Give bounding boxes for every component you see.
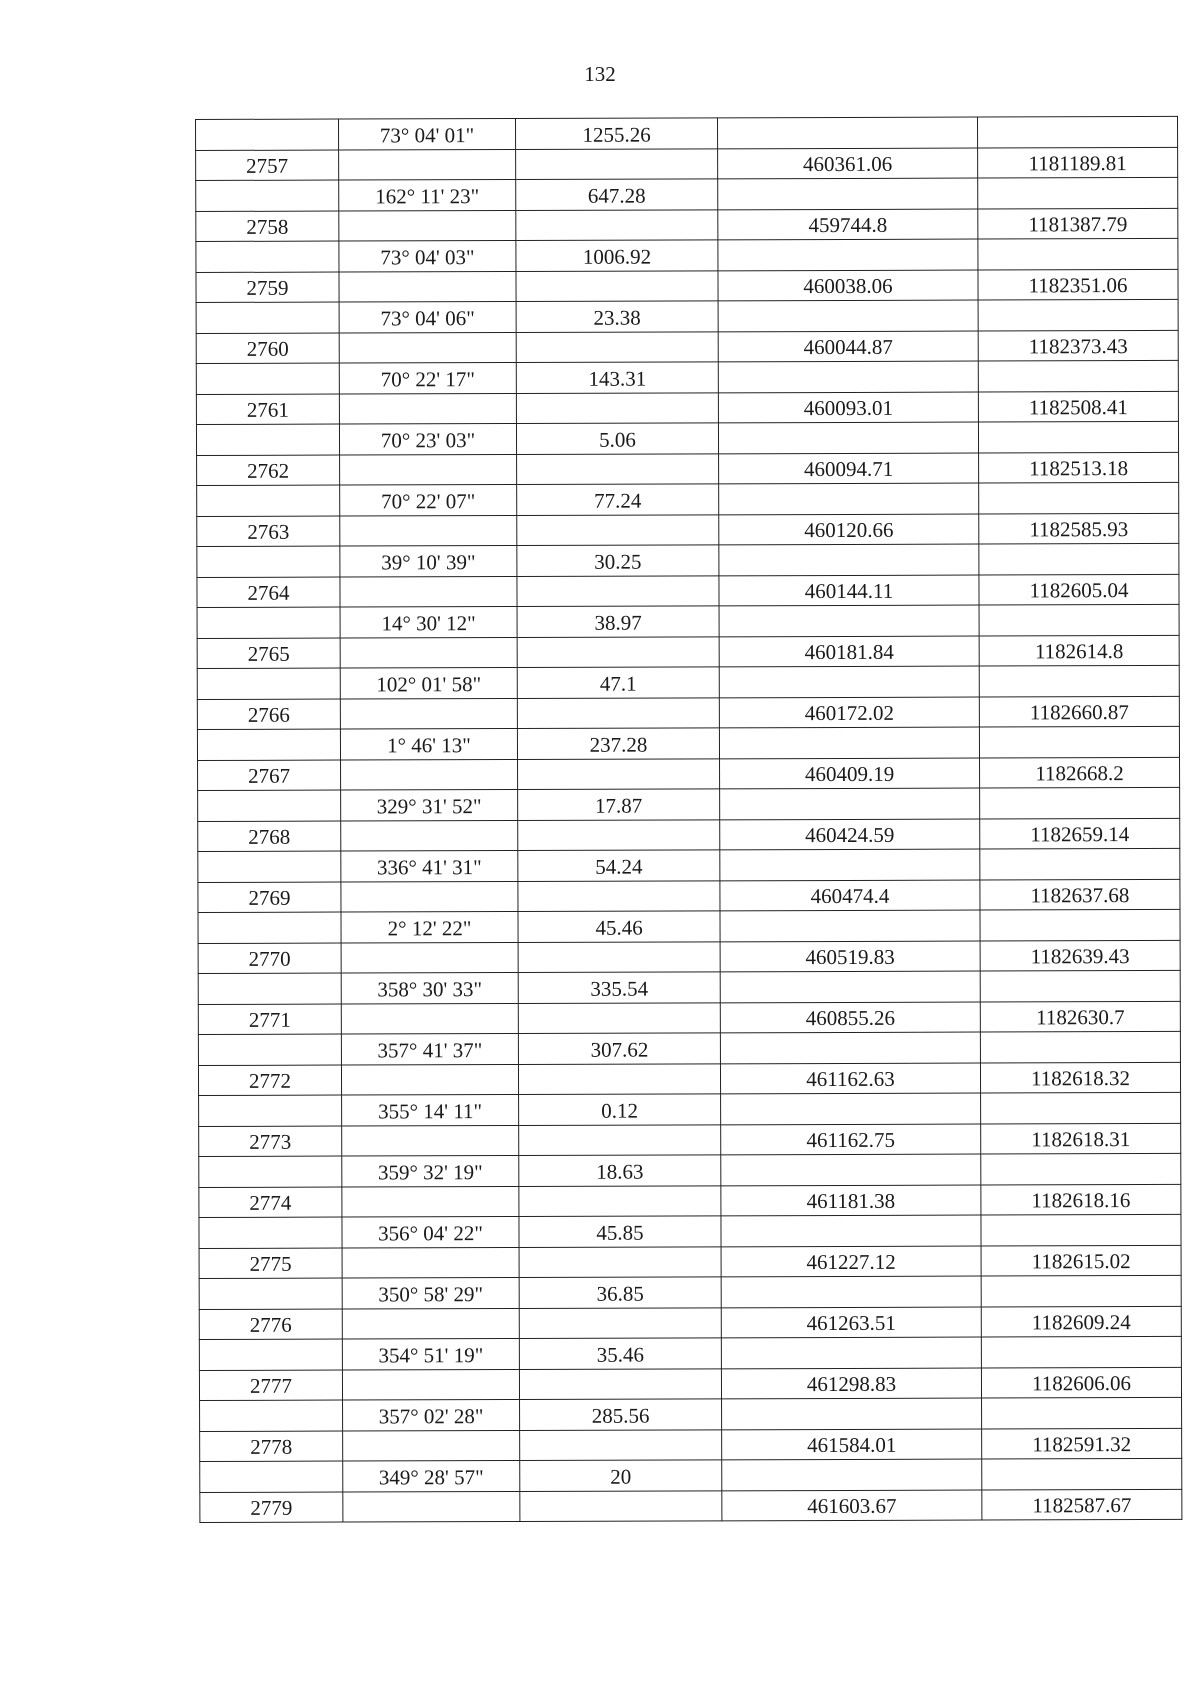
northing-cell: 461584.01 xyxy=(722,1429,982,1460)
distance-cell: 143.31 xyxy=(516,362,718,393)
station-row xyxy=(198,940,1180,974)
bearing-cell: 359° 32' 19" xyxy=(342,1155,519,1186)
station-row xyxy=(197,513,1179,547)
easting-cell: 1182615.02 xyxy=(981,1245,1181,1276)
empty-cell xyxy=(981,1092,1181,1123)
easting-cell: 1182614.8 xyxy=(979,635,1179,666)
easting-cell: 1182618.31 xyxy=(981,1123,1181,1154)
station-cell: 2764 xyxy=(197,577,340,608)
empty-cell xyxy=(721,1276,981,1307)
station-row xyxy=(196,330,1178,364)
northing-cell: 460120.66 xyxy=(719,514,979,545)
empty-cell xyxy=(342,1308,519,1339)
station-cell: 2761 xyxy=(196,394,339,425)
empty-cell xyxy=(981,1275,1181,1306)
station-cell: 2769 xyxy=(198,882,341,913)
empty-cell xyxy=(721,1154,981,1185)
empty-cell xyxy=(198,1034,341,1065)
station-row xyxy=(198,757,1180,791)
bearing-cell: 73° 04' 01" xyxy=(339,118,516,149)
northing-cell: 460424.59 xyxy=(720,819,980,850)
empty-cell xyxy=(977,116,1177,147)
empty-cell xyxy=(518,819,720,850)
empty-cell xyxy=(720,971,980,1002)
distance-cell: 647.28 xyxy=(516,179,718,210)
bearing-cell: 70° 23' 03" xyxy=(339,423,516,454)
easting-cell: 1182659.14 xyxy=(980,818,1180,849)
empty-cell xyxy=(717,117,977,148)
station-row xyxy=(199,1184,1181,1218)
distance-cell: 1006.92 xyxy=(516,240,718,271)
station-row xyxy=(198,818,1180,852)
northing-cell: 460172.02 xyxy=(719,697,979,728)
leg-row xyxy=(198,970,1180,1004)
leg-row xyxy=(196,421,1178,455)
station-row xyxy=(199,1123,1181,1157)
distance-cell: 0.12 xyxy=(519,1094,721,1125)
empty-cell xyxy=(340,576,517,607)
empty-cell xyxy=(718,300,978,331)
empty-cell xyxy=(979,726,1179,757)
empty-cell xyxy=(517,636,719,667)
station-row xyxy=(196,208,1178,242)
station-row xyxy=(200,1489,1182,1523)
bearing-cell: 357° 02' 28" xyxy=(343,1399,520,1430)
empty-cell xyxy=(342,1369,519,1400)
empty-cell xyxy=(978,360,1178,391)
empty-cell xyxy=(979,482,1179,513)
empty-cell xyxy=(340,637,517,668)
empty-cell xyxy=(519,1185,721,1216)
easting-cell: 1181387.79 xyxy=(978,208,1178,239)
empty-cell xyxy=(339,149,516,180)
bearing-cell: 358° 30' 33" xyxy=(341,972,518,1003)
leg-row xyxy=(199,1153,1181,1187)
station-cell: 2758 xyxy=(196,211,339,242)
empty-cell xyxy=(721,1093,981,1124)
bearing-cell: 356° 04' 22" xyxy=(342,1216,519,1247)
northing-cell: 461263.51 xyxy=(721,1307,981,1338)
station-row xyxy=(197,635,1179,669)
empty-cell xyxy=(518,758,720,789)
empty-cell xyxy=(339,210,516,241)
empty-cell xyxy=(342,1186,519,1217)
empty-cell xyxy=(199,1217,342,1248)
easting-cell: 1182373.43 xyxy=(978,330,1178,361)
empty-cell xyxy=(981,1214,1181,1245)
station-cell: 2757 xyxy=(196,150,339,181)
station-cell: 2777 xyxy=(199,1370,342,1401)
distance-cell: 23.38 xyxy=(516,301,718,332)
easting-cell: 1182351.06 xyxy=(978,269,1178,300)
empty-cell xyxy=(978,177,1178,208)
station-row xyxy=(197,696,1179,730)
empty-cell xyxy=(516,209,718,240)
leg-row xyxy=(196,116,1178,150)
empty-cell xyxy=(341,820,518,851)
empty-cell xyxy=(517,514,719,545)
station-cell: 2759 xyxy=(196,272,339,303)
empty-cell xyxy=(720,788,980,819)
leg-row xyxy=(198,1031,1180,1065)
bearing-cell: 354° 51' 19" xyxy=(342,1338,519,1369)
northing-cell: 460361.06 xyxy=(718,148,978,179)
station-cell: 2765 xyxy=(197,638,340,669)
bearing-cell: 349° 28' 57" xyxy=(343,1460,520,1491)
station-row xyxy=(199,1245,1181,1279)
leg-row xyxy=(199,1092,1181,1126)
bearing-cell: 1° 46' 13" xyxy=(340,728,517,759)
bearing-cell: 102° 01' 58" xyxy=(340,667,517,698)
leg-row xyxy=(198,909,1180,943)
station-cell: 2768 xyxy=(198,821,341,852)
station-row xyxy=(196,147,1178,181)
empty-cell xyxy=(978,421,1178,452)
leg-row xyxy=(199,1214,1181,1248)
station-row xyxy=(200,1428,1182,1462)
station-cell: 2772 xyxy=(198,1065,341,1096)
empty-cell xyxy=(980,909,1180,940)
easting-cell: 1182660.87 xyxy=(979,696,1179,727)
station-cell: 2766 xyxy=(197,699,340,730)
easting-cell: 1182513.18 xyxy=(979,452,1179,483)
empty-cell xyxy=(721,1337,981,1368)
empty-cell xyxy=(719,666,979,697)
table-body xyxy=(196,116,1182,1522)
empty-cell xyxy=(199,1095,342,1126)
empty-cell xyxy=(980,970,1180,1001)
empty-cell xyxy=(719,544,979,575)
station-row xyxy=(196,269,1178,303)
easting-cell: 1182591.32 xyxy=(982,1428,1182,1459)
empty-cell xyxy=(719,605,979,636)
distance-cell: 335.54 xyxy=(518,972,720,1003)
empty-cell xyxy=(339,332,516,363)
leg-row xyxy=(196,360,1178,394)
distance-cell: 1255.26 xyxy=(516,118,718,149)
empty-cell xyxy=(341,1064,518,1095)
bearing-cell: 73° 04' 03" xyxy=(339,240,516,271)
bearing-cell: 336° 41' 31" xyxy=(341,850,518,881)
empty-cell xyxy=(198,973,341,1004)
empty-cell xyxy=(341,759,518,790)
empty-cell xyxy=(342,1125,519,1156)
empty-cell xyxy=(516,331,718,362)
bearing-cell: 357° 41' 37" xyxy=(341,1033,518,1064)
distance-cell: 77.24 xyxy=(517,484,719,515)
station-cell: 2762 xyxy=(197,455,340,486)
distance-cell: 45.46 xyxy=(518,911,720,942)
empty-cell xyxy=(339,393,516,424)
easting-cell: 1182605.04 xyxy=(979,574,1179,605)
empty-cell xyxy=(517,697,719,728)
bearing-cell: 70° 22' 07" xyxy=(340,484,517,515)
empty-cell xyxy=(341,942,518,973)
station-row xyxy=(197,452,1179,486)
bearing-cell: 39° 10' 39" xyxy=(340,545,517,576)
leg-row xyxy=(197,482,1179,516)
distance-cell: 285.56 xyxy=(520,1399,722,1430)
station-cell: 2767 xyxy=(198,760,341,791)
empty-cell xyxy=(722,1459,982,1490)
northing-cell: 460855.26 xyxy=(720,1002,980,1033)
empty-cell xyxy=(718,422,978,453)
empty-cell xyxy=(980,1031,1180,1062)
empty-cell xyxy=(343,1430,520,1461)
distance-cell: 54.24 xyxy=(518,850,720,881)
northing-cell: 460038.06 xyxy=(718,270,978,301)
empty-cell xyxy=(718,239,978,270)
station-cell: 2778 xyxy=(200,1431,343,1462)
distance-cell: 237.28 xyxy=(517,728,719,759)
empty-cell xyxy=(517,575,719,606)
northing-cell: 461603.67 xyxy=(722,1490,982,1521)
empty-cell xyxy=(720,1032,980,1063)
empty-cell xyxy=(978,299,1178,330)
northing-cell: 461298.83 xyxy=(721,1368,981,1399)
empty-cell xyxy=(721,1215,981,1246)
station-cell: 2779 xyxy=(200,1492,343,1523)
empty-cell xyxy=(197,668,340,699)
empty-cell xyxy=(199,1156,342,1187)
empty-cell xyxy=(516,270,718,301)
easting-cell: 1182606.06 xyxy=(981,1367,1181,1398)
leg-row xyxy=(197,604,1179,638)
distance-cell: 38.97 xyxy=(517,606,719,637)
leg-row xyxy=(199,1336,1181,1370)
leg-row xyxy=(196,238,1178,272)
station-row xyxy=(198,1062,1180,1096)
station-row xyxy=(198,879,1180,913)
station-cell: 2771 xyxy=(198,1004,341,1035)
empty-cell xyxy=(196,241,339,272)
empty-cell xyxy=(718,178,978,209)
northing-cell: 460519.83 xyxy=(720,941,980,972)
empty-cell xyxy=(981,1336,1181,1367)
distance-cell: 45.85 xyxy=(519,1216,721,1247)
empty-cell xyxy=(518,1063,720,1094)
easting-cell: 1182587.67 xyxy=(982,1489,1182,1520)
northing-cell: 461162.75 xyxy=(721,1124,981,1155)
bearing-cell: 350° 58' 29" xyxy=(342,1277,519,1308)
station-cell: 2774 xyxy=(199,1187,342,1218)
leg-row xyxy=(200,1458,1182,1492)
easting-cell: 1182609.24 xyxy=(981,1306,1181,1337)
station-cell: 2773 xyxy=(199,1126,342,1157)
empty-cell xyxy=(517,453,719,484)
northing-cell: 461227.12 xyxy=(721,1246,981,1277)
empty-cell xyxy=(978,238,1178,269)
empty-cell xyxy=(200,1400,343,1431)
northing-cell: 459744.8 xyxy=(718,209,978,240)
northing-cell: 460094.71 xyxy=(719,453,979,484)
leg-row xyxy=(197,543,1179,577)
northing-cell: 460144.11 xyxy=(719,575,979,606)
easting-cell: 1181189.81 xyxy=(978,147,1178,178)
easting-cell: 1182637.68 xyxy=(980,879,1180,910)
leg-row xyxy=(197,665,1179,699)
empty-cell xyxy=(197,546,340,577)
empty-cell xyxy=(980,848,1180,879)
station-cell: 2760 xyxy=(196,333,339,364)
bearing-cell: 329° 31' 52" xyxy=(341,789,518,820)
empty-cell xyxy=(196,424,339,455)
northing-cell: 460409.19 xyxy=(720,758,980,789)
empty-cell xyxy=(340,454,517,485)
empty-cell xyxy=(198,912,341,943)
empty-cell xyxy=(196,180,339,211)
empty-cell xyxy=(343,1491,520,1522)
distance-cell: 20 xyxy=(520,1460,722,1491)
empty-cell xyxy=(341,881,518,912)
empty-cell xyxy=(519,1307,721,1338)
leg-row xyxy=(198,848,1180,882)
empty-cell xyxy=(519,1368,721,1399)
bearing-cell: 2° 12' 22" xyxy=(341,911,518,942)
page-number: 132 xyxy=(584,62,616,86)
empty-cell xyxy=(518,941,720,972)
empty-cell xyxy=(197,485,340,516)
empty-cell xyxy=(981,1153,1181,1184)
northing-cell: 461162.63 xyxy=(720,1063,980,1094)
northing-cell: 460044.87 xyxy=(718,331,978,362)
bearing-cell: 73° 04' 06" xyxy=(339,301,516,332)
easting-cell: 1182618.16 xyxy=(981,1184,1181,1215)
empty-cell xyxy=(518,880,720,911)
easting-cell: 1182639.43 xyxy=(980,940,1180,971)
empty-cell xyxy=(718,361,978,392)
station-cell: 2770 xyxy=(198,943,341,974)
easting-cell: 1182585.93 xyxy=(979,513,1179,544)
distance-cell: 17.87 xyxy=(518,789,720,820)
empty-cell xyxy=(720,849,980,880)
station-row xyxy=(198,1001,1180,1035)
distance-cell: 30.25 xyxy=(517,545,719,576)
easting-cell: 1182508.41 xyxy=(978,391,1178,422)
leg-row xyxy=(198,787,1180,821)
empty-cell xyxy=(198,851,341,882)
empty-cell xyxy=(518,1002,720,1033)
distance-cell: 307.62 xyxy=(518,1033,720,1064)
empty-cell xyxy=(199,1339,342,1370)
empty-cell xyxy=(982,1458,1182,1489)
empty-cell xyxy=(198,790,341,821)
empty-cell xyxy=(197,607,340,638)
distance-cell: 36.85 xyxy=(519,1277,721,1308)
northing-cell: 461181.38 xyxy=(721,1185,981,1216)
distance-cell: 47.1 xyxy=(517,667,719,698)
bearing-cell: 162° 11' 23" xyxy=(339,179,516,210)
empty-cell xyxy=(199,1278,342,1309)
easting-cell: 1182630.7 xyxy=(980,1001,1180,1032)
northing-cell: 460474.4 xyxy=(720,880,980,911)
empty-cell xyxy=(196,302,339,333)
station-row xyxy=(196,391,1178,425)
empty-cell xyxy=(340,515,517,546)
empty-cell xyxy=(979,665,1179,696)
empty-cell xyxy=(196,119,339,150)
empty-cell xyxy=(979,543,1179,574)
empty-cell xyxy=(719,483,979,514)
station-cell: 2775 xyxy=(199,1248,342,1279)
station-row xyxy=(199,1367,1181,1401)
empty-cell xyxy=(719,727,979,758)
empty-cell xyxy=(982,1397,1182,1428)
empty-cell xyxy=(200,1461,343,1492)
northing-cell: 460181.84 xyxy=(719,636,979,667)
bearing-cell: 355° 14' 11" xyxy=(342,1094,519,1125)
distance-cell: 5.06 xyxy=(516,423,718,454)
empty-cell xyxy=(516,148,718,179)
survey-coordinates-table xyxy=(195,116,1182,1523)
empty-cell xyxy=(197,729,340,760)
leg-row xyxy=(197,726,1179,760)
bearing-cell: 14° 30' 12" xyxy=(340,606,517,637)
station-row xyxy=(199,1306,1181,1340)
bearing-cell: 70° 22' 17" xyxy=(339,362,516,393)
empty-cell xyxy=(516,392,718,423)
empty-cell xyxy=(520,1429,722,1460)
empty-cell xyxy=(722,1398,982,1429)
northing-cell: 460093.01 xyxy=(718,392,978,423)
leg-row xyxy=(199,1275,1181,1309)
empty-cell xyxy=(339,271,516,302)
easting-cell: 1182668.2 xyxy=(980,757,1180,788)
empty-cell xyxy=(196,363,339,394)
empty-cell xyxy=(720,910,980,941)
empty-cell xyxy=(519,1124,721,1155)
distance-cell: 35.46 xyxy=(519,1338,721,1369)
station-cell: 2763 xyxy=(197,516,340,547)
station-row xyxy=(197,574,1179,608)
empty-cell xyxy=(342,1247,519,1278)
easting-cell: 1182618.32 xyxy=(980,1062,1180,1093)
empty-cell xyxy=(341,1003,518,1034)
empty-cell xyxy=(340,698,517,729)
empty-cell xyxy=(519,1246,721,1277)
leg-row xyxy=(196,299,1178,333)
leg-row xyxy=(200,1397,1182,1431)
leg-row xyxy=(196,177,1178,211)
empty-cell xyxy=(520,1490,722,1521)
station-cell: 2776 xyxy=(199,1309,342,1340)
empty-cell xyxy=(980,787,1180,818)
empty-cell xyxy=(979,604,1179,635)
distance-cell: 18.63 xyxy=(519,1155,721,1186)
